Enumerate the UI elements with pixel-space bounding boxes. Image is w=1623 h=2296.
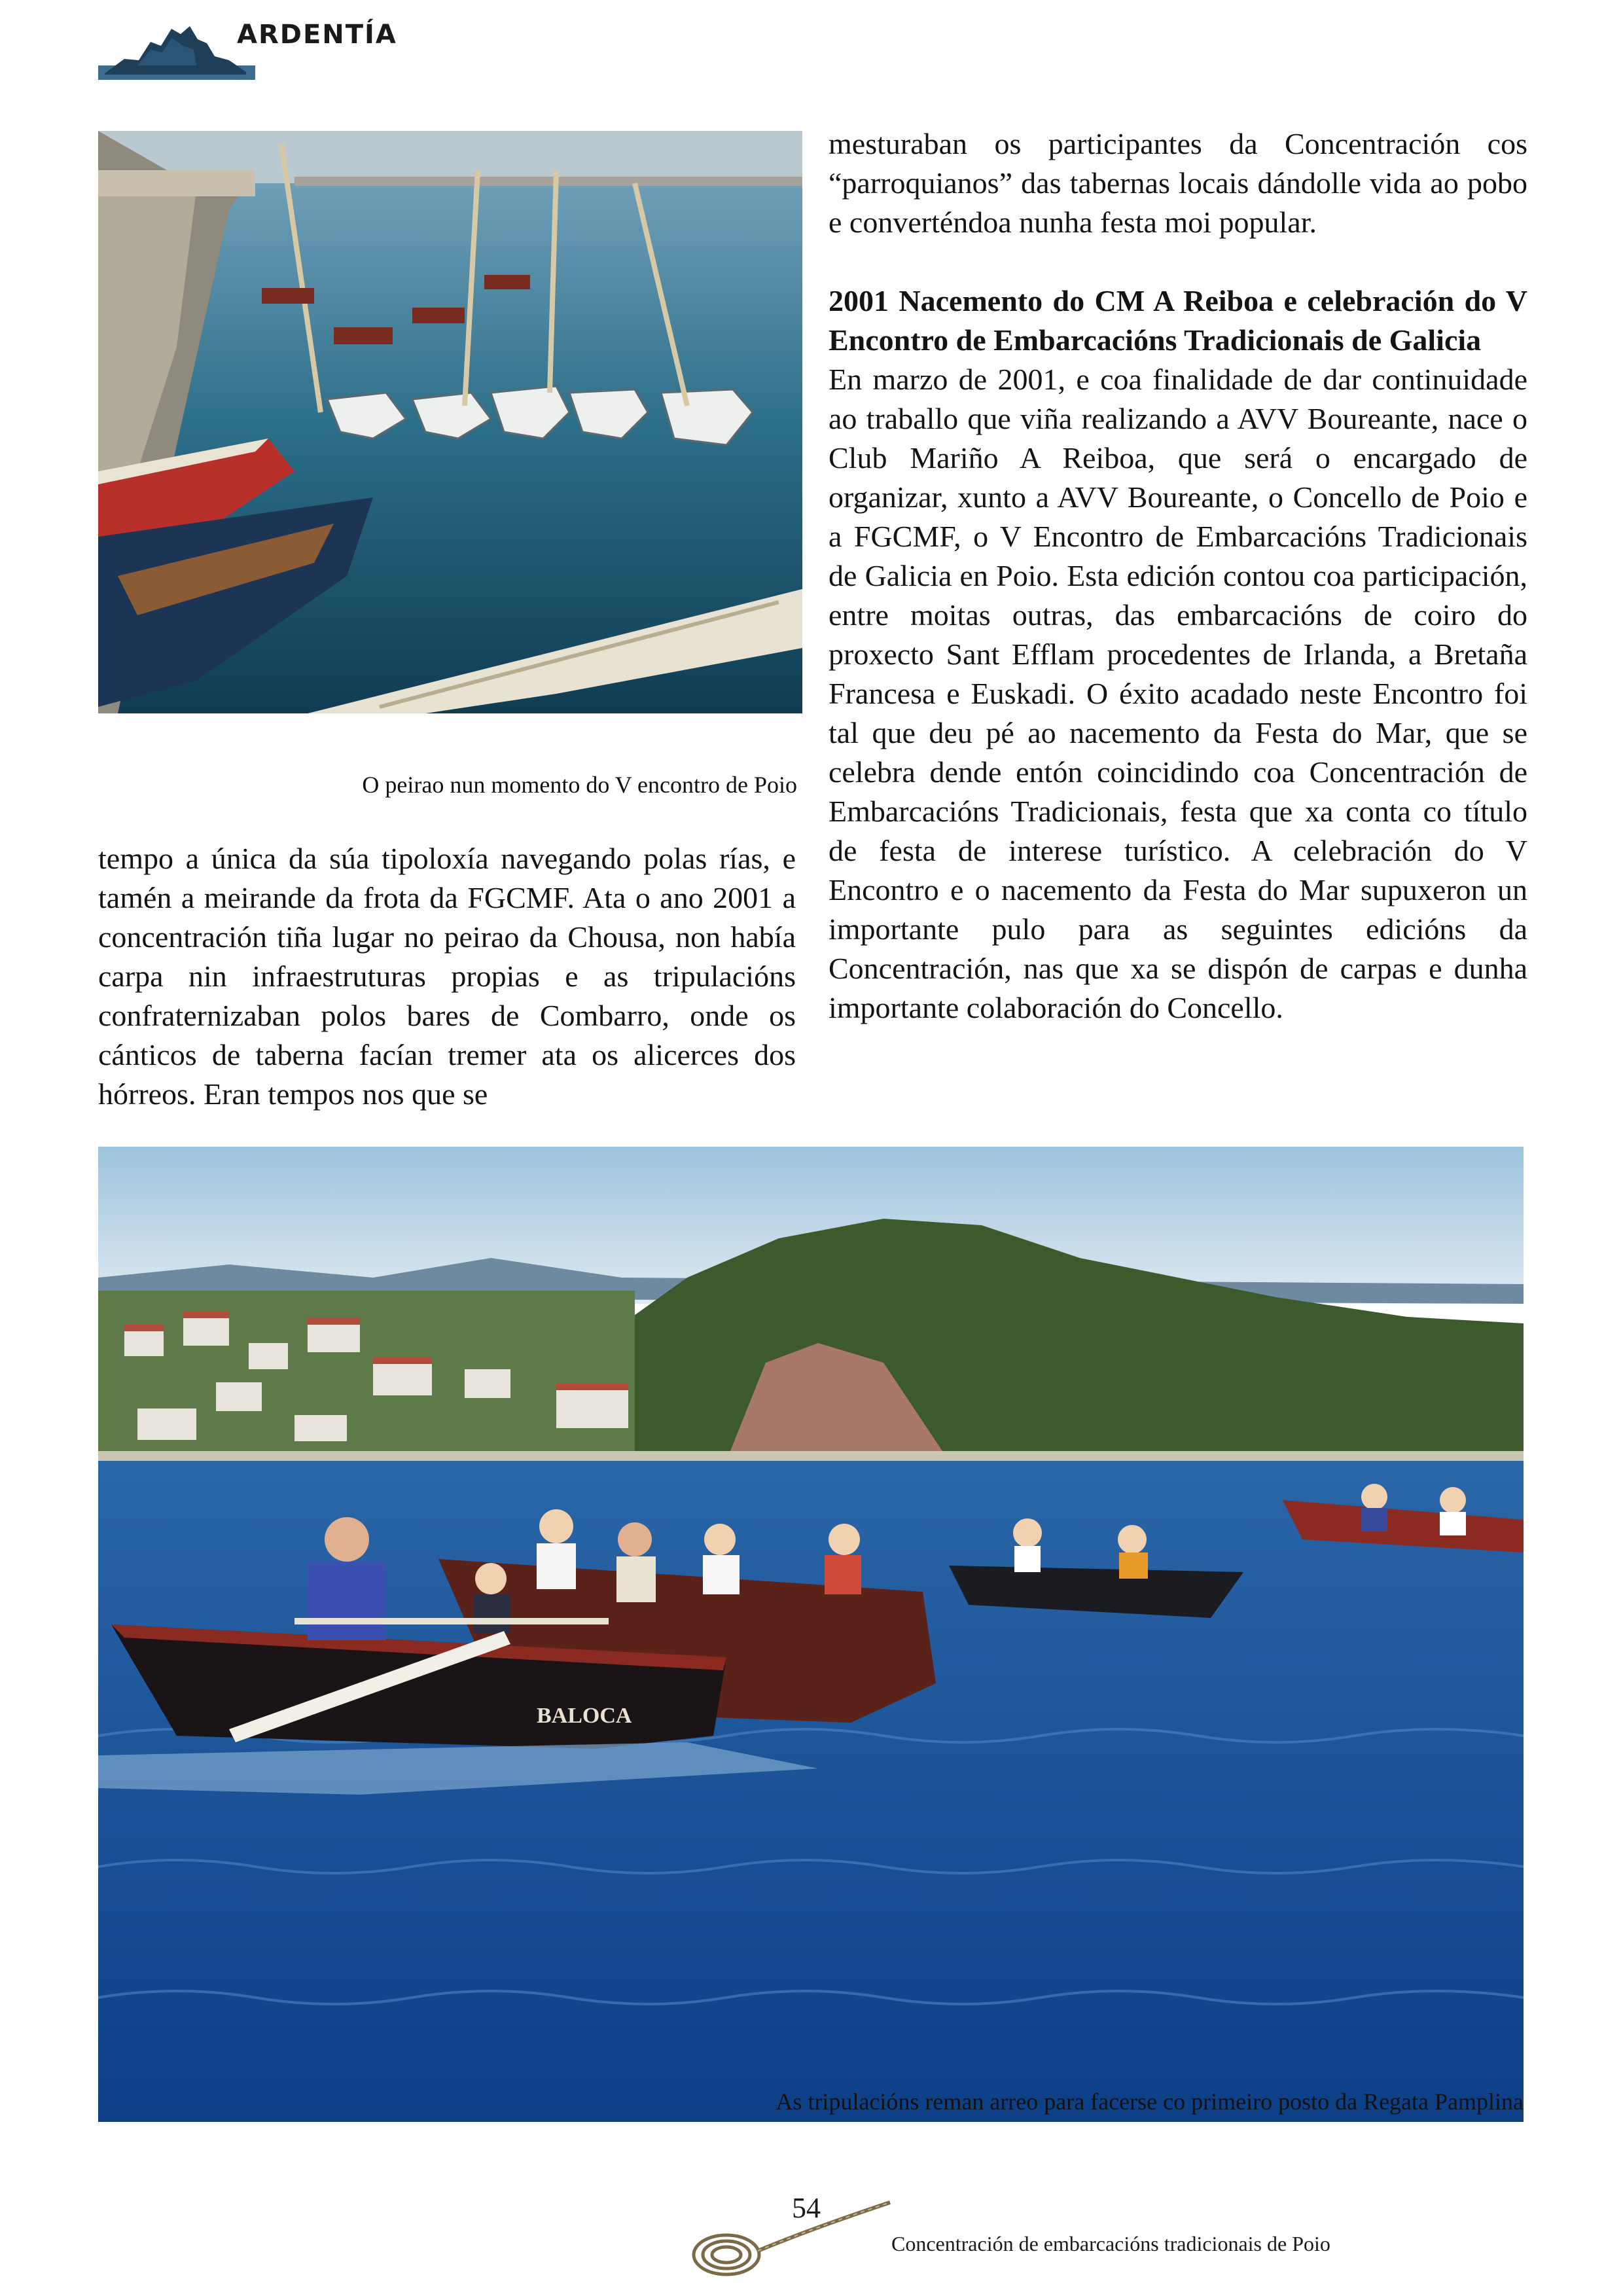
right-column-section <box>829 281 1527 1028</box>
running-header-title: ARDENTÍA <box>237 20 397 50</box>
right-column-intro-paragraph: mesturaban os participantes da Concentración cos “parroquianos” das tabernas locais dándolle vida ao pobo e converténdoa nunha festa moi popular. <box>829 127 1527 239</box>
rocky-island-logo-icon <box>98 20 255 80</box>
page-number: 54 <box>792 2192 821 2224</box>
left-column-paragraph: tempo a única da súa tipoloxía navegando polas rías, e tamén a meirande da frota da FGCMF. Ata o ano 2001 a concentración tiña lugar no peirao da Chousa, non había carpa nin infraestruturas propias e as tripulacións confraternizaban polos bares de Combarro, onde os cánticos de taberna facían tremer ata os alicerces dos hórreos. Eran tempos nos que se <box>98 842 796 1111</box>
right-column-intro <box>829 124 1527 242</box>
harbour-boats-photo <box>98 131 802 713</box>
left-column <box>98 839 796 1114</box>
rowing-regatta-photo <box>98 1147 1524 2122</box>
figure-caption-harbour: O peirao nun momento do V encontro de Poio <box>362 772 797 798</box>
section-heading: 2001 Nacemento do CM A Reiboa e celebración do V Encontro de Embarcacións Tradicionais de Galicia <box>829 284 1527 357</box>
figure-caption-regatta: As tripulacións reman arreo para facerse co primeiro posto da Regata Pamplina <box>776 2089 1524 2115</box>
boat-name-label: BALOCA <box>537 1704 632 1728</box>
section-body-paragraph: En marzo de 2001, e coa finalidade de dar continuidade ao traballo que viña realizando a AVV Boureante, nace o Club Mariño A Reiboa, que será o encargado de organizar, xunto a AVV Boureante, o Concello de Poio e a FGCMF, o V Encontro de Embarcacións Tradicionais de Galicia en Poio. Esta edición contou coa participación, entre moitas outras, das embarcacións de coiro do proxecto Sant Efflam procedentes de Irlanda, a Bretaña Francesa e Euskadi. O éxito acadado neste Encontro foi tal que deu pé ao nacemento da Festa do Mar, que se celebra dende entón coincidindo coa Concentración de Embarcacións Tradicionais, festa que xa conta co título de festa de interese turístico. A celebración do V Encontro e o nacemento da Festa do Mar supuxeron un importante pulo para as seguintes edicións da Concentración, nas que xa se dispón de carpas e dunha importante colaboración do Concello. <box>829 363 1527 1024</box>
footer-publication-title: Concentración de embarcacións tradicionais de Poio <box>891 2232 1330 2255</box>
coiled-rope-icon <box>681 2189 897 2281</box>
